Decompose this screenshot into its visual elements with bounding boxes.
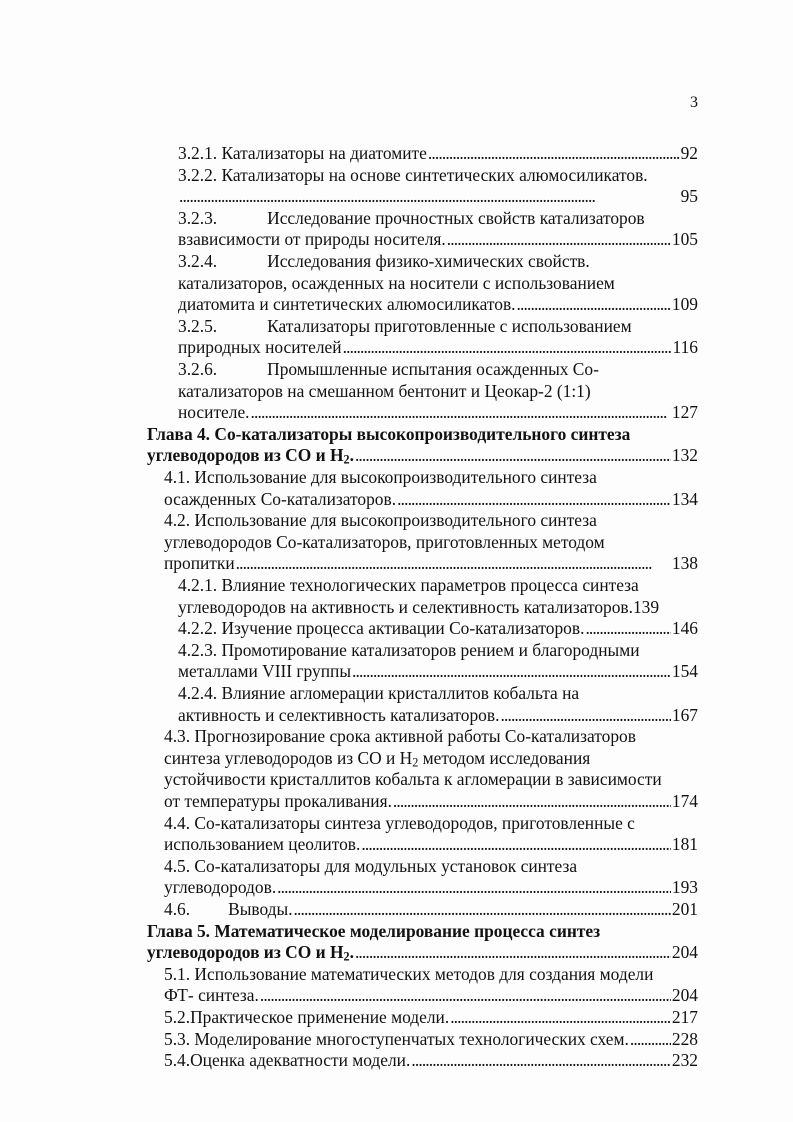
page-ref: 105	[671, 229, 698, 250]
page-ref: 139	[632, 596, 660, 617]
toc-line	[164, 1050, 698, 1072]
entry-title: 5.3. Моделирование многоступенчатых технологических схем.	[164, 1028, 629, 1049]
toc-line	[164, 1029, 698, 1051]
entry-title: 4.2.3. Промотирование катализаторов рением и благородными	[178, 639, 640, 660]
entry-title-continued: от температуры прокаливания.	[164, 791, 392, 811]
toc-line	[164, 1007, 698, 1029]
chapter-title: Глава 5. Математическое моделирование процесса синтез	[147, 920, 601, 941]
entry-title: 4.4. Со-катализаторы синтеза углеводородов, приготовленные с	[164, 812, 635, 833]
chapter-title-continued: углеводородов из СО и $Н_2$.	[147, 445, 354, 467]
entry-title-continued: ФТ- синтеза.	[164, 985, 259, 1006]
toc-line	[178, 402, 698, 424]
entry-title-continued: углеводородов.	[164, 877, 277, 898]
entry-title-continued: синтеза углеводородов из СО и $Н_2$ методом исследования	[164, 747, 591, 770]
dot-leader	[260, 985, 671, 1006]
toc-line	[178, 359, 599, 381]
toc-line	[164, 791, 698, 813]
page-ref: 217	[671, 1007, 698, 1027]
toc-line	[164, 834, 698, 856]
toc-line	[178, 143, 698, 165]
entry-title-continued: осажденных Со-катализаторов.	[164, 488, 397, 509]
toc-line	[178, 597, 698, 619]
dot-leader	[251, 402, 671, 423]
page-ref: 134	[671, 488, 698, 509]
toc-line	[178, 251, 590, 273]
page-ref: 232	[671, 1050, 698, 1071]
chapter-title-continued: углеводородов из СО и $Н_2$.	[147, 942, 354, 964]
toc-line	[178, 294, 698, 316]
toc-line	[178, 316, 632, 338]
entry-title-continued: углеводородов на активность и селективность катализаторов.	[178, 596, 633, 617]
dot-leader	[500, 705, 670, 726]
toc-line	[164, 553, 698, 575]
page-ref: 138	[671, 553, 698, 574]
entry-title: Исследования физико-химических свойств.	[267, 251, 590, 271]
dot-leader	[450, 1007, 671, 1028]
toc-line	[178, 337, 698, 359]
toc-line	[178, 208, 645, 230]
page-ref: 109	[671, 294, 698, 315]
entry-title-continued: природных носителей	[178, 337, 342, 358]
dot-leader	[294, 899, 671, 920]
page-ref: 174	[671, 791, 698, 811]
entry-title-continued: диатомита и синтетических алюмосиликатов.	[178, 294, 516, 315]
entry-title: 4.6. Выводы.	[164, 899, 293, 919]
toc-line	[164, 985, 698, 1007]
page-ref: 146	[671, 618, 698, 639]
entry-title: 4.2.2. Изучение процесса активации Со-катализаторов.	[178, 618, 585, 639]
entry-title: 5.2.Практическое применение модели.	[164, 1007, 450, 1027]
dot-leader	[517, 294, 671, 315]
page-ref: 132	[671, 445, 698, 466]
dot-leader	[411, 1050, 671, 1071]
page-ref: 193	[671, 877, 698, 898]
entry-title: 4.2. Использование для высокопроизводительного синтеза	[164, 510, 597, 531]
entry-title: 5.1. Использование математических методов для создания модели	[164, 963, 654, 984]
entry-title-continued: катализаторов на смешанном бентонит и Цеокар-2 (1:1)	[178, 380, 591, 401]
entry-title: 3.2.1. Катализаторы на диатомите	[178, 143, 427, 163]
entry-title: Катализаторы приготовленные с использованием	[267, 315, 632, 336]
page-ref: 95	[680, 186, 698, 207]
entry-title-continued: катализаторов, осажденных на носители с использованием	[178, 272, 615, 293]
entry-title: 5.4.Оценка адекватности модели.	[164, 1050, 411, 1071]
toc-line	[178, 229, 698, 251]
entry-title: Промышленные испытания осажденных Со-	[267, 359, 599, 379]
entry-title: 4.3. Прогнозирование срока активной работы Со-катализаторов	[164, 726, 636, 747]
page-ref: 167	[671, 704, 698, 725]
dot-leader	[630, 1029, 671, 1050]
entry-title: 4.2.1. Влияние технологических параметров процесса синтеза	[178, 575, 639, 595]
toc-line	[178, 661, 698, 683]
toc-line	[178, 618, 698, 640]
section-number: 3.2.5.	[178, 315, 218, 336]
toc-line	[164, 899, 698, 921]
dot-leader	[397, 489, 671, 510]
page-ref: 228	[671, 1028, 698, 1049]
toc-line	[178, 186, 698, 208]
dot-leader	[179, 186, 680, 207]
page-number: 3	[690, 94, 698, 111]
dot-leader	[352, 661, 671, 682]
dot-leader	[277, 877, 671, 898]
page-ref: 127	[671, 402, 698, 423]
toc-line	[164, 489, 698, 511]
page-ref: 116	[672, 337, 698, 358]
section-number: 4.6.	[164, 899, 191, 919]
dot-leader	[355, 445, 671, 466]
entry-title-continued: пропитки	[164, 553, 235, 574]
entry-title-continued: носителе.	[178, 402, 250, 423]
dot-leader	[355, 942, 671, 963]
toc-line	[147, 942, 698, 964]
dot-leader	[361, 834, 671, 855]
toc-line	[164, 877, 698, 899]
entry-title: 4.5. Со-катализаторы для модульных установок синтеза	[164, 855, 578, 876]
dot-leader	[428, 143, 680, 164]
entry-title-continued: устойчивости кристаллитов кобальта к агломерации в зависимости	[164, 769, 662, 790]
entry-title-continued: углеводородов Со-катализаторов, приготовленных методом	[164, 531, 605, 552]
page-ref: 201	[671, 899, 698, 919]
entry-title: Исследование прочностных свойств катализаторов	[267, 207, 645, 228]
entry-title: 3.2.2. Катализаторы на основе синтетических алюмосиликатов.	[178, 164, 648, 185]
entry-title: 4.1. Использование для высокопроизводительного синтеза	[164, 467, 597, 487]
entry-title-continued: взависимости от природы носителя.	[178, 229, 446, 250]
page-ref: 92	[680, 143, 698, 163]
page-ref: 181	[671, 834, 698, 855]
page-ref: 204	[671, 942, 698, 963]
section-number: 3.2.6.	[178, 359, 218, 379]
chapter-title: Глава 4. Со-катализаторы высокопроизводительного синтеза	[147, 423, 631, 444]
dot-leader	[343, 337, 672, 358]
page-ref: 204	[671, 985, 698, 1006]
entry-title-continued: металлами VIII группы	[178, 661, 352, 682]
toc-line	[147, 445, 698, 467]
toc-line	[178, 705, 698, 727]
entry-title-continued: активность и селективность катализаторов.	[178, 704, 500, 725]
section-number: 3.2.4.	[178, 251, 218, 271]
dot-leader	[585, 618, 670, 639]
entry-title-continued: использованием цеолитов.	[164, 834, 361, 855]
dot-leader	[447, 229, 671, 250]
dot-leader	[236, 553, 671, 574]
entry-title: 4.2.4. Влияние агломерации кристаллитов кобальта на	[178, 683, 580, 703]
page-ref: 154	[671, 661, 698, 682]
dot-leader	[393, 791, 671, 812]
section-number: 3.2.3.	[178, 207, 218, 228]
